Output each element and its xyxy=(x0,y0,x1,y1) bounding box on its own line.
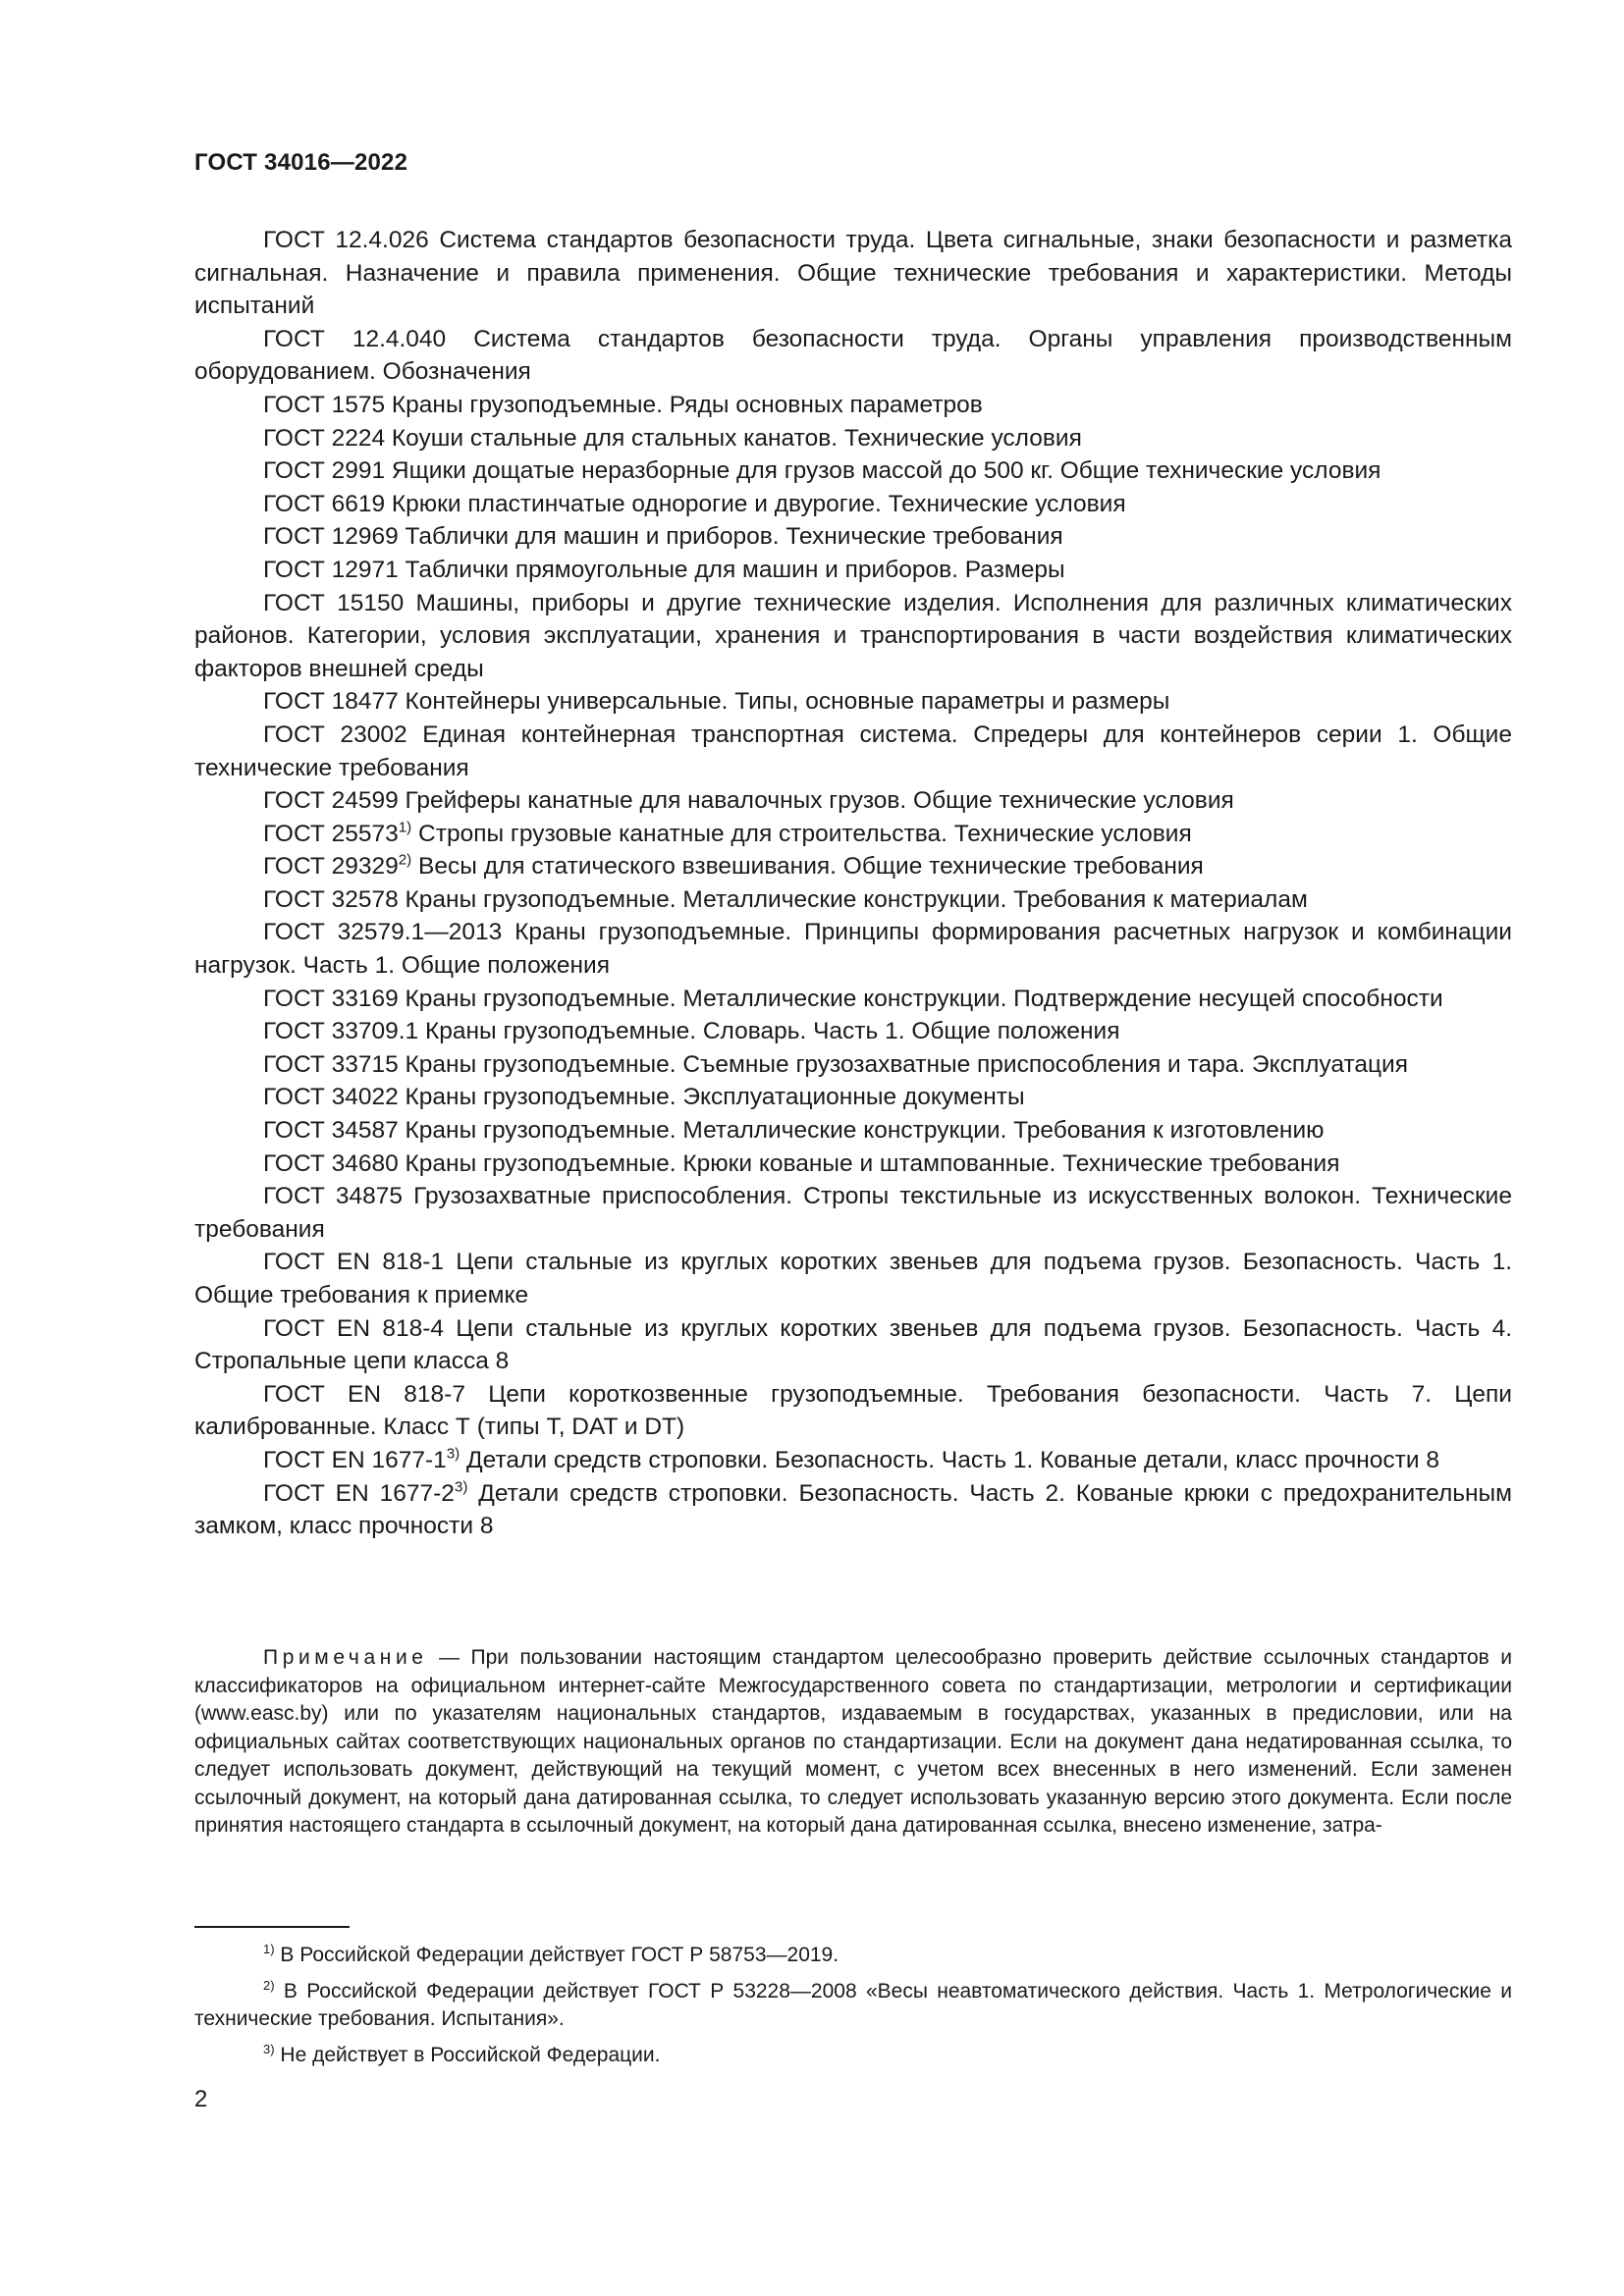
footnote-item: $^{1)}$ В Российской Федерации действует ГОСТ Р 58753—2019. xyxy=(263,1941,839,1966)
reference-item: ГОСТ 32579.1—2013 Краны грузоподъемные. Принципы формирования расчетных нагрузок и комбинации нагрузок. Часть 1. Общие положения xyxy=(194,919,1512,980)
reference-item: ГОСТ 34680 Краны грузоподъемные. Крюки кованые и штампованные. Технические требования xyxy=(263,1149,1340,1177)
reference-item: ГОСТ EN 818-4 Цепи стальные из круглых коротких звеньев для подъема грузов. Безопасность. Часть 4. Стропальные цепи класса 8 xyxy=(194,1314,1512,1375)
footnote-item: $^{3)}$ Не действует в Российской Федерации. xyxy=(263,2041,661,2066)
reference-item: ГОСТ 34022 Краны грузоподъемные. Эксплуатационные документы xyxy=(263,1084,1025,1111)
reference-item: ГОСТ 12971 Таблички прямоугольные для машин и приборов. Размеры xyxy=(263,556,1065,583)
reference-item: ГОСТ 2991 Ящики дощатые неразборные для грузов массой до 500 кг. Общие технические условия xyxy=(263,457,1381,485)
reference-item: ГОСТ 34875 Грузозахватные приспособления. Стропы текстильные из искусственных волокон. Технические требования xyxy=(194,1183,1512,1243)
footnote-divider xyxy=(194,1926,350,1928)
footnote-ref-mark[interactable]: 3) xyxy=(454,1478,468,1496)
normative-references-list xyxy=(194,224,1512,1543)
document-header xyxy=(194,149,407,177)
reference-item: ГОСТ 6619 Крюки пластинчатые однорогие и двурогие. Технические условия xyxy=(263,490,1126,517)
note-paragraph xyxy=(194,1644,1512,1841)
reference-item: ГОСТ 34587 Краны грузоподъемные. Металлические конструкции. Требования к изготовлению xyxy=(263,1117,1325,1145)
note-label: Примечание xyxy=(263,1646,428,1669)
reference-item: ГОСТ 33715 Краны грузоподъемные. Съемные грузозахватные приспособления и тара. Эксплуатация xyxy=(263,1050,1408,1078)
reference-item: ГОСТ 15150 Машины, приборы и другие технические изделия. Исполнения для различных климатических районов. Категории, условия эксплуатации, хранения и транспортирования в части воздействия климатических факторов внешней среды xyxy=(194,589,1512,682)
reference-item: ГОСТ 25573$^{1)}$ Стропы грузовые канатные для строительства. Технические условия xyxy=(263,819,1192,847)
reference-item: ГОСТ EN 818-7 Цепи короткозвенные грузоподъемные. Требования безопасности. Часть 7. Цепи калиброванные. Класс Т (типы T, DAT и DT) xyxy=(194,1380,1512,1441)
reference-item: ГОСТ 33169 Краны грузоподъемные. Металлические конструкции. Подтверждение несущей способности xyxy=(263,985,1443,1012)
reference-item: ГОСТ 12.4.040 Система стандартов безопасности труда. Органы управления производственным оборудованием. Обозначения xyxy=(194,325,1512,386)
reference-item: ГОСТ 12969 Таблички для машин и приборов. Технические требования xyxy=(263,523,1063,551)
standard-designation: ГОСТ 34016—2022 xyxy=(194,149,408,176)
note-text: — При пользовании настоящим стандартом целесообразно проверить действие ссылочных стандартов и классификаторов на официальном интернет-сайте Межгосударственного совета по стандартизации, метрологии и сертификации (www.easc.by) или по указателям национальных стандартов, издаваемым в государствах, указанных в предисловии, или на официальных сайтах соответствующих национальных органов по стандартизации. Если на документ дана недатированная ссылка, то следует использовать документ, действующий на текущий момент, с учетом всех внесенных в него изменений. Если заменен ссылочный документ, на который дана датированная ссылка, то следует использовать указанную версию этого документа. Если после принятия настоящего стандарта в ссылочный документ, на который дана датированная ссылка, внесено изменение, затра- xyxy=(194,1646,1512,1837)
reference-item: ГОСТ EN 1677-2$^{3)}$ Детали средств строповки. Безопасность. Часть 2. Кованые крюки с предохранительным замком, класс прочности 8 xyxy=(194,1478,1512,1540)
reference-item: ГОСТ 18477 Контейнеры универсальные. Типы, основные параметры и размеры xyxy=(263,688,1170,716)
footnote-mark: 2) xyxy=(263,1977,275,1993)
reference-item: ГОСТ 12.4.026 Система стандартов безопасности труда. Цвета сигнальные, знаки безопасности и разметка сигнальная. Назначение и правила применения. Общие технические требования и характеристики. Методы испытаний xyxy=(194,227,1512,320)
reference-item: ГОСТ 2224 Коуши стальные для стальных канатов. Технические условия xyxy=(263,424,1082,452)
footnote-mark: 3) xyxy=(263,2041,275,2056)
reference-item: ГОСТ 33709.1 Краны грузоподъемные. Словарь. Часть 1. Общие положения xyxy=(263,1018,1120,1045)
reference-item: ГОСТ 32578 Краны грузоподъемные. Металлические конструкции. Требования к материалам xyxy=(263,885,1308,913)
reference-item: ГОСТ 1575 Краны грузоподъемные. Ряды основных параметров xyxy=(263,391,983,418)
footnote-ref-mark[interactable]: 3) xyxy=(446,1445,460,1463)
reference-item: ГОСТ EN 1677-1$^{3)}$ Детали средств строповки. Безопасность. Часть 1. Кованые детали, класс прочности 8 xyxy=(263,1445,1439,1473)
footnote-ref-mark[interactable]: 2) xyxy=(398,851,412,869)
footnote-mark: 1) xyxy=(263,1941,275,1956)
reference-item: ГОСТ 23002 Единая контейнерная транспортная система. Спредеры для контейнеров серии 1. Общие технические требования xyxy=(194,721,1512,781)
reference-item: ГОСТ 24599 Грейферы канатные для навалочных грузов. Общие технические условия xyxy=(263,787,1234,815)
reference-item: ГОСТ 29329$^{2)}$ Весы для статического взвешивания. Общие технические требования xyxy=(263,851,1204,881)
footnotes xyxy=(194,1942,1512,2077)
footnote-item: $^{2)}$ В Российской Федерации действует ГОСТ Р 53228—2008 «Весы неавтоматического действия. Часть 1. Метрологические и технические требования. Испытания». xyxy=(194,1977,1512,2030)
footnote-ref-mark[interactable]: 1) xyxy=(398,819,412,836)
page-number: 2 xyxy=(194,2086,208,2112)
reference-item: ГОСТ EN 818-1 Цепи стальные из круглых коротких звеньев для подъема грузов. Безопасность. Часть 1. Общие требования к приемке xyxy=(194,1249,1512,1308)
